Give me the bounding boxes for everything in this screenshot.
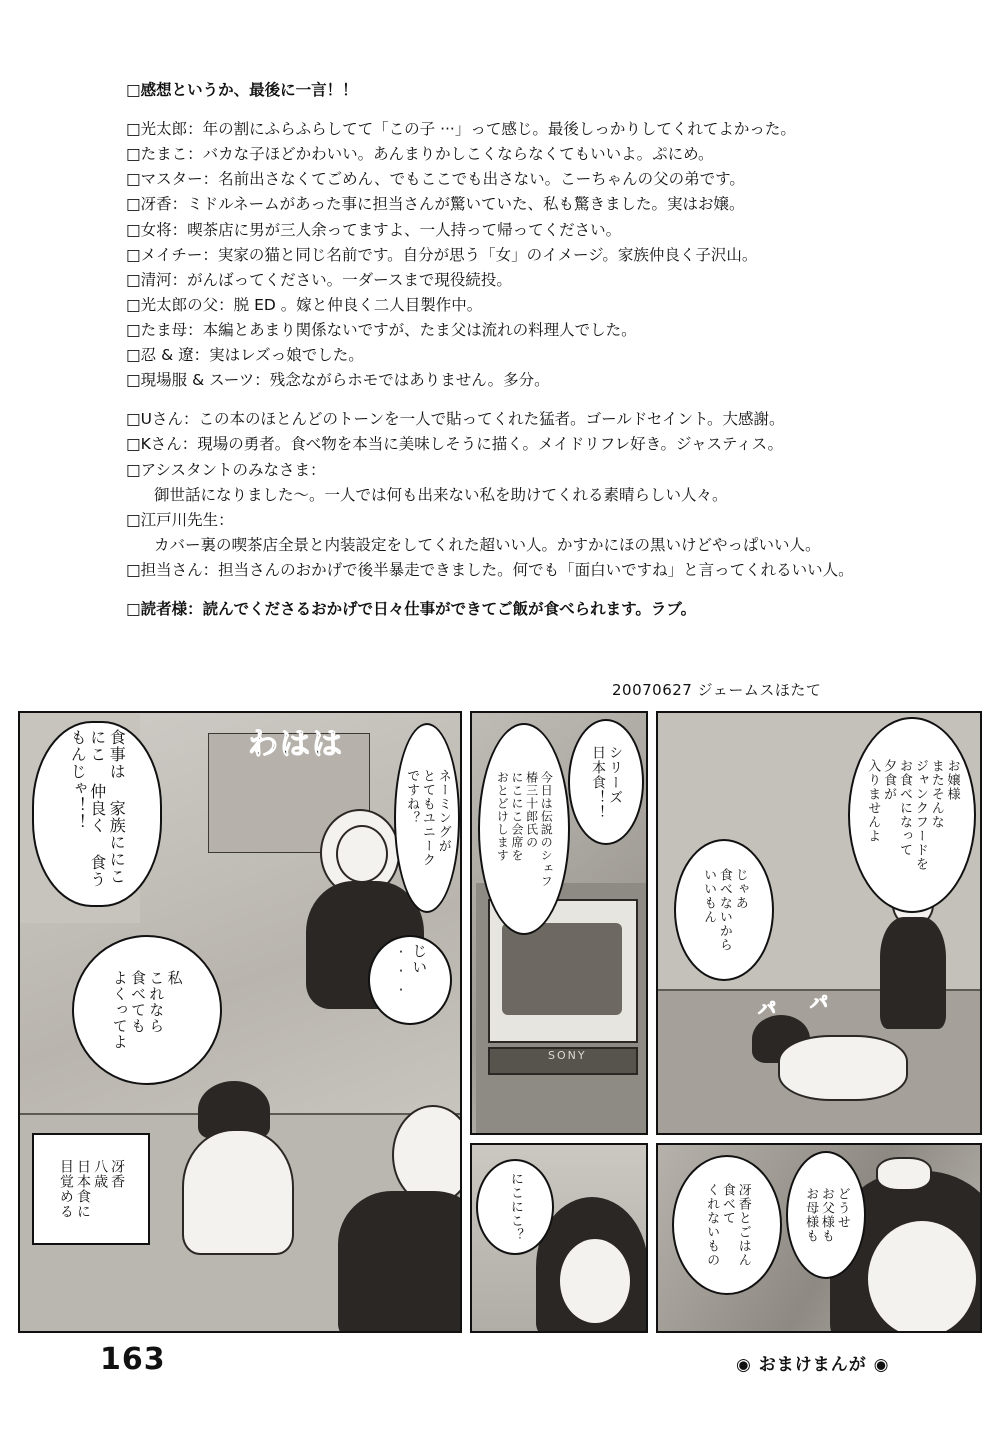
balloon-text-line: 冴香とごはん <box>735 1183 751 1267</box>
balloon-text-line: いいもん <box>701 868 717 924</box>
balloon-text-line: にこにこ？ <box>507 1172 523 1242</box>
speech-balloon-2b <box>478 723 570 935</box>
speech-balloon-2a <box>568 719 644 845</box>
afterword-entry: □忍 & 遼：実はレズっ娘でした。 <box>126 346 364 365</box>
speech-balloon-3a <box>848 717 976 913</box>
comic-strip <box>18 703 982 1333</box>
speech-balloon-1a <box>32 721 162 907</box>
caption-box-1 <box>32 1133 150 1245</box>
girl-face <box>558 1237 632 1325</box>
balloon-text-line: お母様も <box>803 1187 819 1243</box>
speech-balloon-5b <box>672 1155 782 1295</box>
afterword-entry: □Uさん：この本のほとんどのトーンを一人で貼ってくれた猛者。ゴールドセイント。大感謝。 <box>126 410 785 429</box>
speech-balloon-4 <box>476 1159 554 1255</box>
speech-balloon-1b <box>394 723 460 913</box>
balloon-text-line: とてもユニーク <box>419 769 435 867</box>
balloon-text-line: お父様も <box>818 1187 834 1243</box>
afterword-heading: □感想というか、最後に一言！！ <box>126 81 358 99</box>
balloon-text-line: またそんな <box>928 759 944 829</box>
afterword-entry: □たまこ：バカな子ほどかわいい。あんまりかしこくならなくてもいいよ。ぷにめ。 <box>126 145 714 164</box>
balloon-text-line: ジャンクフードを <box>912 759 928 871</box>
caption-line: 八歳 <box>92 1159 109 1189</box>
butler-body <box>880 917 946 1029</box>
balloon-text-line: くれないもの <box>704 1183 720 1267</box>
speech-balloon-3b <box>674 839 774 981</box>
character-face <box>336 825 388 883</box>
comic-panel-1 <box>18 711 462 1333</box>
tv-brand-label: SONY <box>548 1049 587 1062</box>
comic-panel-4 <box>470 1143 648 1333</box>
balloon-text-line: これなら <box>147 970 166 1034</box>
balloon-text-line: 食べないから <box>716 868 732 952</box>
omake-label: ◉ おまけまんが ◉ <box>736 1355 890 1375</box>
afterword-entry: □現場服 & スーツ：残念ながらホモではありません。多分。 <box>126 371 550 390</box>
balloon-text-line: お嬢様 <box>944 759 960 801</box>
balloon-text-line: ネーミングが <box>435 769 451 853</box>
balloon-text-line: 食べて <box>719 1183 735 1225</box>
balloon-text-line: 今日は伝説のシェフ <box>539 770 554 888</box>
tv-screen-content <box>502 923 622 1015</box>
balloon-text-line: ですね？ <box>404 769 420 825</box>
balloon-text-line: 椿三十郎氏の <box>524 770 539 849</box>
afterword-entry: □担当さん：担当さんのおかげで後半暴走できました。何でも「面白いですね」と言ってくれるいい人。 <box>126 560 854 579</box>
speech-balloon-1c <box>368 935 452 1025</box>
balloon-text-line: よくってよ <box>110 970 129 1050</box>
child-body <box>182 1129 294 1255</box>
author-signature: 20070627 ジェームスほたて <box>612 681 822 699</box>
balloon-text-line: シリーズ <box>607 744 624 805</box>
afterword-entry: □光太郎の父：脱 ED 。嫁と仲良く二人目製作中。 <box>126 295 483 314</box>
comic-panel-2 <box>470 711 648 1135</box>
afterword-entry: □女将：喫茶店に男が三人余ってますよ、一人持って帰ってください。 <box>126 220 622 239</box>
balloon-text-line: じい··· <box>392 943 429 1000</box>
afterword-entry: □Kさん：現場の勇者。食べ物を本当に美味しそうに描く。メイドリフレ好き。ジャスティス。 <box>126 435 784 454</box>
old-man-body <box>338 1191 462 1333</box>
balloon-text-line: じゃあ <box>732 868 748 910</box>
afterword-entry: □清河：がんばってください。一ダースまで現役続投。 <box>126 270 512 289</box>
balloon-text-line: 日本食！！ <box>590 744 606 820</box>
spacer <box>126 103 926 117</box>
girl-body <box>778 1035 908 1101</box>
afterword-entry: □冴香：ミドルネームがあった事に担当さんが驚いていた、私も驚きました。実はお嬢。 <box>126 195 745 214</box>
afterword-closing: □読者様：読んでくださるおかげで日々仕事ができてご飯が食べられます。ラブ。 <box>126 600 697 619</box>
afterword-entry: □江戸川先生： <box>126 510 234 529</box>
afterword-entry: □アシスタントのみなさま： <box>126 460 326 479</box>
sfx-step-2: パ <box>810 993 830 1014</box>
spacer <box>126 583 926 597</box>
balloon-text-line: どうせ <box>834 1187 850 1229</box>
sfx-laugh: わはは <box>248 727 344 762</box>
balloon-text-line: お食べになって <box>897 759 912 857</box>
balloon-text-line: おとどけします <box>495 770 510 862</box>
afterword-entry-detail: 御世話になりました〜。一人では何も出来ない私を助けてくれる素晴らしい人々。 <box>154 485 728 504</box>
speech-balloon-1d <box>72 935 222 1085</box>
afterword-entry: □光太郎：年の割にふらふらしてて「この子 ···」って感じ。最後しっかりしてくれてよかった。 <box>126 120 796 139</box>
speech-balloon-5a <box>786 1151 866 1279</box>
afterword-text-block <box>126 78 926 622</box>
spacer <box>126 393 926 407</box>
balloon-text-line: にこにこ会席を <box>510 770 524 862</box>
balloon-text-line: 入りませんよ <box>865 759 881 843</box>
girl-face <box>866 1219 978 1333</box>
caption-line: 目覚める <box>57 1159 74 1219</box>
sfx-step-1: パ <box>758 999 778 1020</box>
caption-line: 冴香 <box>109 1159 126 1189</box>
afterword-entry: □マスター：名前出さなくてごめん、でもここでも出さない。こーちゃんの父の弟です。 <box>126 170 745 189</box>
afterword-entry: □たま母：本編とあまり関係ないですが、たま父は流れの料理人でした。 <box>126 320 637 339</box>
afterword-entry: □メイチー：実家の猫と同じ名前です。自分が思う「女」のイメージ。家族仲良く子沢山。 <box>126 245 758 264</box>
page-number: 163 <box>100 1342 166 1377</box>
comic-panel-3 <box>656 711 982 1135</box>
caption-line: 日本食に <box>75 1159 91 1219</box>
comic-panel-5 <box>656 1143 982 1333</box>
balloon-text-line: 私 <box>165 970 184 986</box>
afterword-entry-detail: カバー裏の喫茶店全景と内装設定をしてくれた超いい人。かすかにほの黒いけどやっぱいい人。 <box>154 535 821 554</box>
balloon-text-line: 夕食が <box>881 759 897 801</box>
hair-ribbon <box>876 1157 932 1191</box>
balloon-text-line: 食べても <box>129 970 147 1034</box>
balloon-text: 食事は 家族ににこにこ 仲良く 食うもんじゃ！！ <box>68 729 127 888</box>
